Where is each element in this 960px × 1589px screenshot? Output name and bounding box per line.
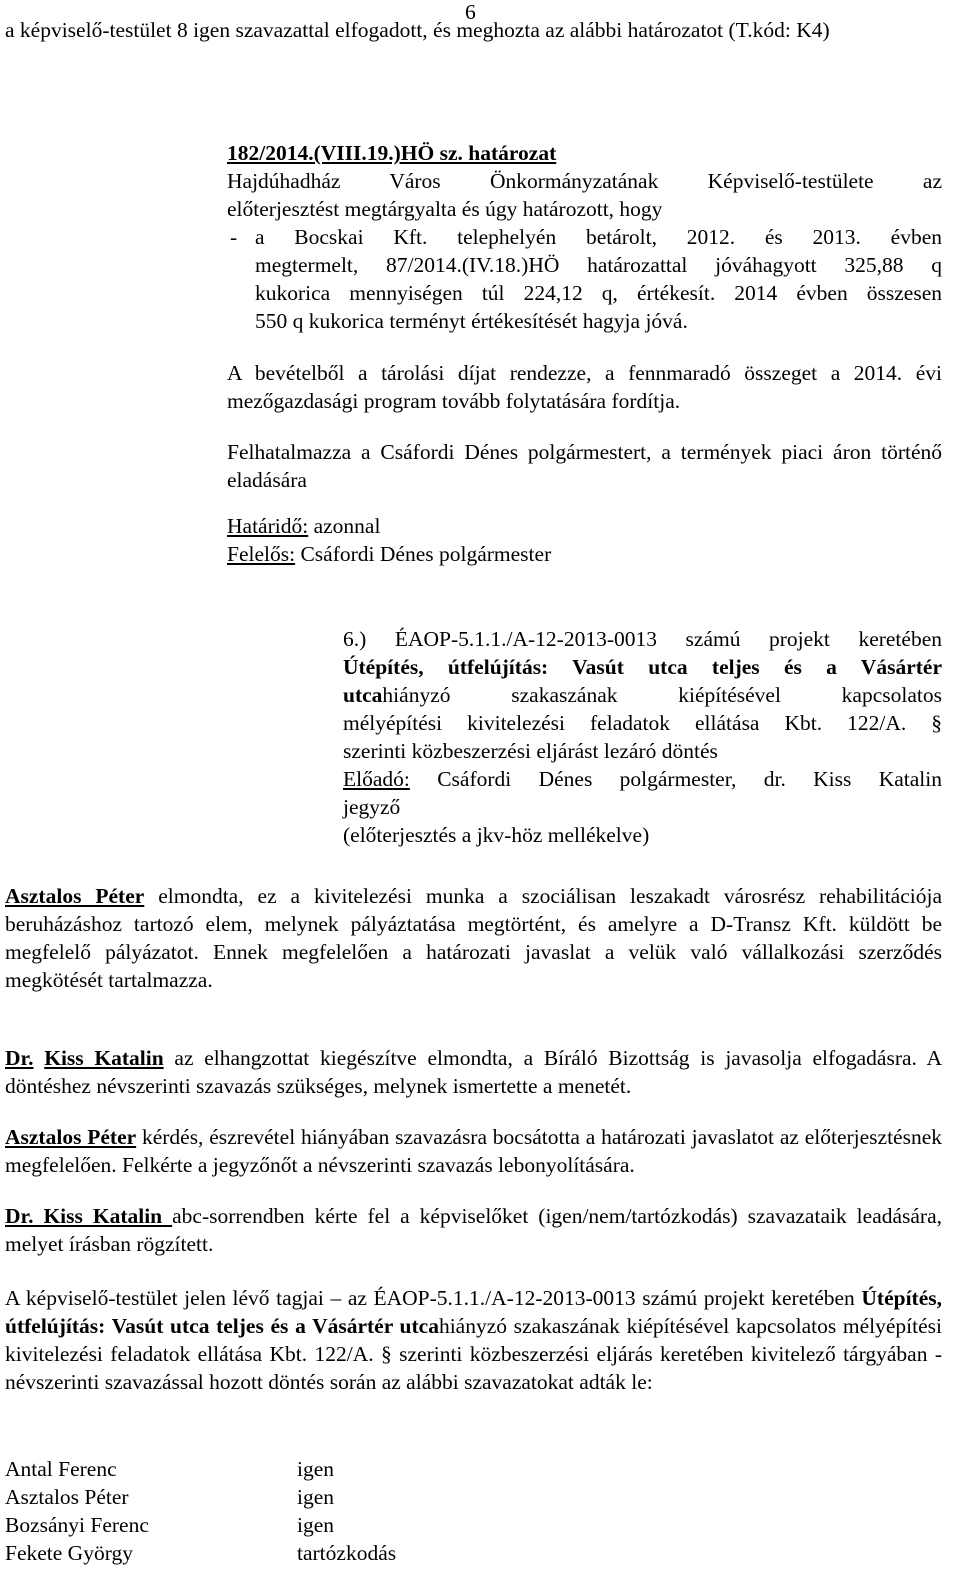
agenda-line-3 [343, 681, 942, 709]
speaker-title: Dr. [5, 1204, 34, 1228]
list-dash: - [230, 225, 238, 249]
speaker-name: Kiss Katalin [43, 1204, 163, 1228]
responsible-value: Csáfordi Dénes polgármester [300, 542, 552, 566]
voter-name: Fekete György [5, 1541, 133, 1565]
resolution-paragraph-3: Felhatalmazza a Csáfordi Dénes polgármestert, a termények piaci áron történő eladására [227, 440, 942, 492]
paragraph-1 [5, 882, 942, 994]
speaker-title: Dr. [5, 1046, 34, 1070]
item-line-3: kukorica mennyiségen túl 224,12 q, értékesít. 2014 évben összesen [255, 281, 942, 305]
attachment-note: (előterjesztés a jkv-höz mellékelve) [343, 823, 650, 847]
paragraph-2 [5, 1044, 942, 1100]
vote-row [5, 1511, 605, 1539]
paragraph-3-text: kérdés, észrevétel hiányában szavazásra bocsátotta a határozati javaslatot az előterjesztésnek megfelelően. Felkérte a jegyzőnőt a névszerinti szavazás lebonyolítására. [5, 1125, 942, 1177]
page-number: 6 [465, 0, 476, 24]
resolution-number: 182/2014.(VIII.19.)HÖ sz. határozat [227, 141, 557, 165]
resolution-paragraph-2: A bevételből a tárolási díjat rendezze, a fennmaradó összeget a 2014. évi mezőgazdasági program tovább folytatására fordítja. [227, 361, 942, 413]
vote-list [5, 1455, 605, 1567]
paragraph-5-start: A képviselő-testület jelen lévő tagjai – az ÉAOP-5.1.1./A-12-2013-0013 számú projekt keretében [5, 1286, 862, 1310]
paragraph-1-text: elmondta, ez a kivitelezési munka a szociálisan leszakadt városrész rehabilitációja beruházáshoz tartozó elem, melynek pályáztatása megtörtént, és amelyre a D-Transz Kft. küldött be megfelelő pályázatot. Ennek megfelelően a határozati javaslat a velük való vállalkozási szerződés megkötését tartalmazza. [5, 884, 942, 992]
agenda-bold-line: Útépítés, útfelújítás: Vasút utca teljes és a Vásártér [343, 655, 942, 679]
voter-name: Antal Ferenc [5, 1457, 117, 1481]
presenter-line-2: jegyző [343, 795, 401, 819]
agenda-line-5: szerinti közbeszerzési eljárást lezáró döntés [343, 739, 718, 763]
vote-value: igen [297, 1485, 335, 1509]
deadline-value: azonnal [313, 514, 381, 538]
agenda-line-4: mélyépítési kivitelezési feladatok ellátása Kbt. 122/A. § [343, 711, 942, 735]
paragraph-4 [5, 1202, 942, 1258]
item-line-1: a Bocskai Kft. telephelyén betárolt, 2012. és 2013. évben [255, 225, 942, 249]
presenter-label: Előadó: [343, 767, 410, 791]
paragraph-5-bold: Útépítés, útfelújítás: Vasút utca teljes és a Vásártér utca [5, 1286, 942, 1338]
presenter-value: Csáfordi Dénes polgármester, dr. Kiss Katalin [437, 767, 943, 791]
paragraph-2-text: az elhangzottat kiegészítve elmondta, a Bíráló Bizottság is javasolja elfogadásra. A döntéshez névszerinti szavazás szükséges, melynek ismertette a menetét. [5, 1046, 942, 1098]
vote-value: tartózkodás [297, 1541, 397, 1565]
resolution-line-1: Hajdúhadház Város Önkormányzatának Képviselő-testülete az [227, 169, 942, 193]
vote-value: igen [297, 1513, 335, 1537]
paragraph-5-end: hiányzó szakaszának kiépítésével kapcsolatos mélyépítési kivitelezési feladatok ellátása Kbt. 122/A. § szerinti közbeszerzési eljárás keretében kivitelező tárgyában - névszerinti szavazással hozott döntés során az alábbi szavazatokat adták le: [5, 1314, 942, 1394]
agenda-line-3-rest: hiányzó szakaszának kiépítésével kapcsolatos [382, 683, 942, 707]
vote-row [5, 1483, 605, 1511]
item-line-4: 550 q kukorica terményt értékesítését hagyja jóvá. [255, 309, 688, 333]
agenda-line-1: 6.) ÉAOP-5.1.1./A-12-2013-0013 számú projekt keretében [343, 627, 942, 651]
item-line-2: megtermelt, 87/2014.(IV.18.)HÖ határozattal jóváhagyott 325,88 q [255, 253, 942, 277]
deadline-label: Határidő: [227, 514, 309, 538]
speaker-name: Asztalos Péter [5, 1125, 137, 1149]
presenter-line [343, 765, 942, 793]
speaker-name: Kiss Katalin [44, 1046, 164, 1070]
vote-row [5, 1539, 605, 1567]
vote-value: igen [297, 1457, 335, 1481]
agenda-bold-word: utca [343, 683, 383, 707]
agenda-block [343, 625, 942, 849]
intro-text: a képviselő-testület 8 igen szavazattal elfogadott, és meghozta az alábbi határozatot (T.kód: K4) [5, 18, 830, 42]
paragraph-3 [5, 1123, 942, 1179]
resolution-list-item [227, 223, 942, 335]
resolution-line-2: előterjesztést megtárgyalta és úgy határozott, hogy [227, 197, 663, 221]
paragraph-5 [5, 1284, 942, 1396]
deadline-line [227, 512, 942, 540]
voter-name: Asztalos Péter [5, 1485, 129, 1509]
responsible-line [227, 540, 942, 568]
voter-name: Bozsányi Ferenc [5, 1513, 149, 1537]
responsible-label: Felelős: [227, 542, 296, 566]
paragraph-4-text: abc-sorrendben kérte fel a képviselőket (igen/nem/tartózkodás) szavazataik leadására, melyet írásban rögzített. [5, 1204, 943, 1256]
speaker-name: Asztalos Péter [5, 884, 145, 908]
vote-row [5, 1455, 605, 1483]
resolution-block [227, 139, 942, 335]
